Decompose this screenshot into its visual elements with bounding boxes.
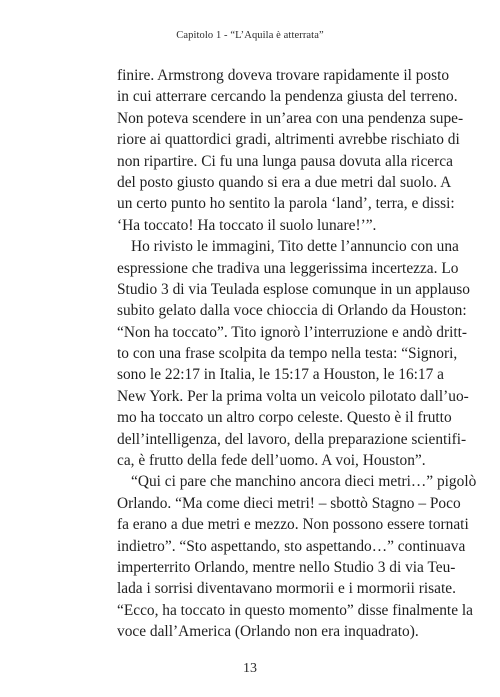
text-line: Ho rivisto le immagini, Tito dette l’annuncio con una — [131, 238, 459, 256]
text-line: espressione che tradiva una leggerissima incertezza. Lo — [117, 259, 459, 277]
text-line: “Ecco, ha toccato in questo momento” disse finalmente la — [117, 601, 473, 619]
text-line: ca, è frutto della fede dell’uomo. A voi, Houston”. — [117, 452, 426, 470]
text-line: finire. Armstrong doveva trovare rapidamente il posto — [117, 67, 450, 84]
page-number: 13 — [243, 661, 257, 676]
text-line: New York. Per la prima volta un veicolo pilotato dall’uo- — [117, 387, 469, 405]
text-line: “Non ha toccato”. Tito ignorò l’interruzione e andò dritt- — [117, 323, 468, 341]
text-line: mo ha toccato un altro corpo celeste. Questo è il frutto — [117, 409, 452, 427]
text-line: del posto giusto quando si era a due metri dal suolo. A — [117, 173, 452, 191]
text-line: un certo punto ho sentito la parola ‘land’, terra, e dissi: — [117, 195, 455, 213]
text-line: indietro”. “Sto aspettando, sto aspettando…” continuava — [117, 537, 466, 555]
body-text — [117, 65, 477, 643]
text-line: riore ai quattordici gradi, altrimenti avrebbe rischiato di — [117, 131, 460, 149]
text-line: Non poteva scendere in un’area con una pendenza supe- — [117, 109, 464, 127]
paragraph — [117, 236, 470, 471]
text-line: sono le 22:17 in Italia, le 15:17 a Houston, le 16:17 a — [117, 366, 444, 384]
text-line: “Qui ci pare che manchino ancora dieci metri…” pigolò — [131, 473, 477, 491]
paragraph — [117, 65, 464, 236]
paragraph — [117, 471, 477, 642]
text-line: subito gelato dalla voce chioccia di Orlando da Houston: — [117, 302, 467, 320]
running-header: Capitolo 1 - “L’Aquila è atterrata” — [176, 30, 324, 41]
text-line: imperterrito Orlando, mentre nello Studio 3 di via Teu- — [117, 558, 456, 576]
text-line: voce dall’America (Orlando non era inquadrato). — [117, 623, 419, 641]
text-line: Orlando. “Ma come dieci metri! – sbottò Stagno – Poco — [117, 494, 461, 512]
text-line: in cui atterrare cercando la pendenza giusta del terreno. — [117, 88, 458, 106]
text-line: to con una frase scolpita da tempo nella testa: “Signori, — [117, 345, 458, 363]
text-line: dell’intelligenza, del lavoro, della preparazione scientifi- — [117, 430, 467, 448]
text-line: ‘Ha toccato! Ha toccato il suolo lunare!’”. — [117, 216, 377, 234]
text-line: fa erano a due metri e mezzo. Non possono essere tornati — [117, 516, 469, 534]
text-line: lada i sorrisi diventavano mormorii e i mormorii risate. — [117, 580, 456, 598]
text-line: Studio 3 di via Teulada esplose comunque in un applauso — [117, 280, 470, 298]
text-line: non ripartire. Ci fu una lunga pausa dovuta alla ricerca — [117, 152, 453, 170]
